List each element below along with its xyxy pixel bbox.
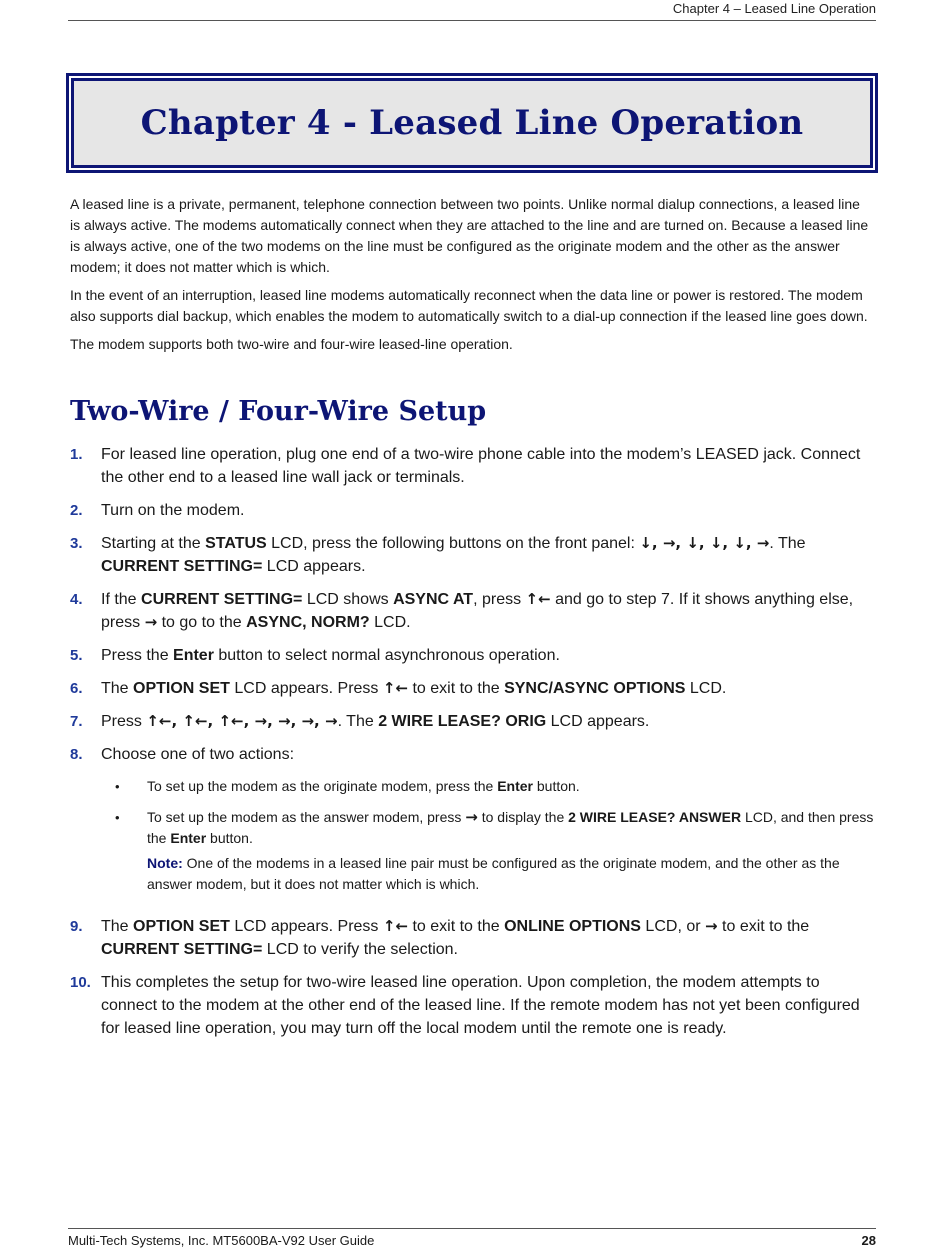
note [147, 853, 878, 895]
bullet-icon: • [115, 810, 120, 825]
bullet-item [101, 807, 878, 895]
bullet-item [101, 776, 878, 797]
up-left-arrow-icon: ↑← [382, 679, 409, 697]
lcd-name: 2 WIRE LEASE? ANSWER [568, 809, 742, 825]
step-10 [70, 971, 878, 1040]
step-text: Press ↑←, ↑←, ↑←, →, →, →, →. The 2 WIRE LEASE? ORIG LCD appears. [101, 712, 650, 730]
step-7 [70, 710, 878, 733]
section-heading: Two-Wire / Four-Wire Setup [70, 396, 487, 427]
footer-document-title: Multi-Tech Systems, Inc. MT5600BA-V92 User Guide [68, 1233, 375, 1248]
arrow-key-sequence-icon: ↓, →, ↓, ↓, ↓, → [639, 534, 770, 552]
step-text: The OPTION SET LCD appears. Press ↑← to exit to the SYNC/ASYNC OPTIONS LCD. [101, 679, 727, 697]
lcd-name: SYNC/ASYNC OPTIONS [504, 680, 686, 697]
action-bullets [101, 776, 878, 895]
lcd-name: ASYNC, NORM? [246, 614, 370, 631]
step-3 [70, 532, 878, 578]
button-name: Enter [170, 830, 207, 846]
lcd-name: ONLINE OPTIONS [504, 918, 641, 935]
step-2 [70, 499, 878, 522]
step-number: 9. [70, 918, 83, 935]
step-number: 6. [70, 680, 83, 697]
up-left-arrow-icon: ↑← [382, 917, 409, 935]
intro-paragraph: The modem supports both two-wire and four-wire leased-line operation. [70, 336, 513, 352]
step-number: 3. [70, 535, 83, 552]
chapter-title-box [66, 73, 878, 173]
step-number: 8. [70, 746, 83, 763]
running-header [68, 0, 876, 21]
step-number: 4. [70, 591, 83, 608]
step-number: 1. [70, 446, 83, 463]
step-text: The OPTION SET LCD appears. Press ↑← to exit to the ONLINE OPTIONS LCD, or → to exit to the CURRENT SETTING= LCD to verify the selection. [101, 917, 810, 958]
page-number: 28 [861, 1233, 876, 1248]
button-name: Enter [497, 778, 533, 794]
running-footer [68, 1228, 876, 1250]
step-text: For leased line operation, plug one end of a two-wire phone cable into the modem’s LEASED jack. Connect the other end to a leased line wall jack or terminals. [101, 446, 861, 486]
lcd-name: OPTION SET [133, 918, 230, 935]
button-name: Enter [173, 647, 214, 664]
intro-section [70, 194, 870, 362]
chapter-title: Chapter 4 - Leased Line Operation [140, 103, 804, 143]
lcd-name: CURRENT SETTING= [141, 591, 303, 608]
right-arrow-icon: → [705, 917, 718, 935]
step-4 [70, 588, 878, 634]
note-label: Note: [147, 855, 183, 871]
step-text: Press the Enter button to select normal asynchronous operation. [101, 647, 560, 664]
lcd-name: STATUS [205, 535, 267, 552]
step-9 [70, 915, 878, 961]
lcd-name: 2 WIRE LEASE? ORIG [378, 713, 547, 730]
right-arrow-icon: → [144, 613, 158, 631]
step-text: Turn on the modem. [101, 502, 245, 519]
bullet-text: To set up the modem as the originate modem, press the Enter button. [147, 778, 580, 794]
step-text: This completes the setup for two-wire leased line operation. Upon completion, the modem attempts to connect to the modem at the other end of the leased line. If the remote modem has not yet been configured for leased line operation, you may turn off the local modem until the remote one is ready. [101, 974, 860, 1037]
note-text: One of the modems in a leased line pair must be configured as the originate modem, and the other as the answer modem, but it does not matter which is which. [147, 855, 840, 892]
right-arrow-icon: → [465, 808, 478, 826]
step-number: 7. [70, 713, 83, 730]
step-number: 5. [70, 647, 83, 664]
lcd-value: ASYNC AT [393, 591, 474, 608]
setup-steps-list [70, 443, 878, 1050]
bullet-text: To set up the modem as the answer modem, press → to display the 2 WIRE LEASE? ANSWER LCD, and then press the Enter button. Note: One of the modems in a leased line pair must be configured as the originate modem, and the other as the answer modem, but it does not matter which is which. [147, 807, 878, 895]
arrow-key-sequence-icon: ↑←, ↑←, ↑←, →, →, →, → [146, 712, 338, 730]
lcd-name: OPTION SET [133, 680, 230, 697]
step-text: Choose one of two actions: • To set up the modem as the originate modem, press the Enter button. • To set up the modem as the answer modem, press → to display the 2 WIRE LEASE? ANSWER LCD, and then press the Enter button. Note: One of the modems in a leased line pair must be configured as the originate modem, and the other as the answer modem, but it does not matter which is which. [101, 743, 878, 905]
step-6 [70, 677, 878, 700]
running-header-title: Chapter 4 – Leased Line Operation [672, 1, 876, 16]
step-number: 10. [70, 974, 91, 991]
step-5 [70, 644, 878, 667]
step-number: 2. [70, 502, 83, 519]
step-8 [70, 743, 878, 905]
step-text: Starting at the STATUS LCD, press the following buttons on the front panel: ↓, →, ↓, ↓, ↓, →. The CURRENT SETTING= LCD appears. [101, 534, 806, 575]
step-text: If the CURRENT SETTING= LCD shows ASYNC AT, press ↑← and go to step 7. If it shows anything else, press → to go to the ASYNC, NORM? LCD. [101, 590, 854, 631]
lcd-name: CURRENT SETTING= [101, 941, 263, 958]
up-left-arrow-icon: ↑← [525, 590, 551, 608]
bullet-icon: • [115, 779, 120, 794]
step-1 [70, 443, 878, 489]
intro-paragraph: In the event of an interruption, leased line modems automatically reconnect when the data line or power is restored. The modem also supports dial backup, which enables the modem to automatically switch to a dial-up connection if the leased line goes down. [70, 287, 868, 324]
intro-paragraph: A leased line is a private, permanent, telephone connection between two points. Unlike normal dialup connections, a leased line is always active. The modems automatically connect when they are attached to the line and are turned on. Because a leased line is always active, one of the two modems on the line must be configured as the originate modem and the other as the answer modem; it does not matter which is which. [70, 196, 869, 275]
lcd-name: CURRENT SETTING= [101, 558, 263, 575]
